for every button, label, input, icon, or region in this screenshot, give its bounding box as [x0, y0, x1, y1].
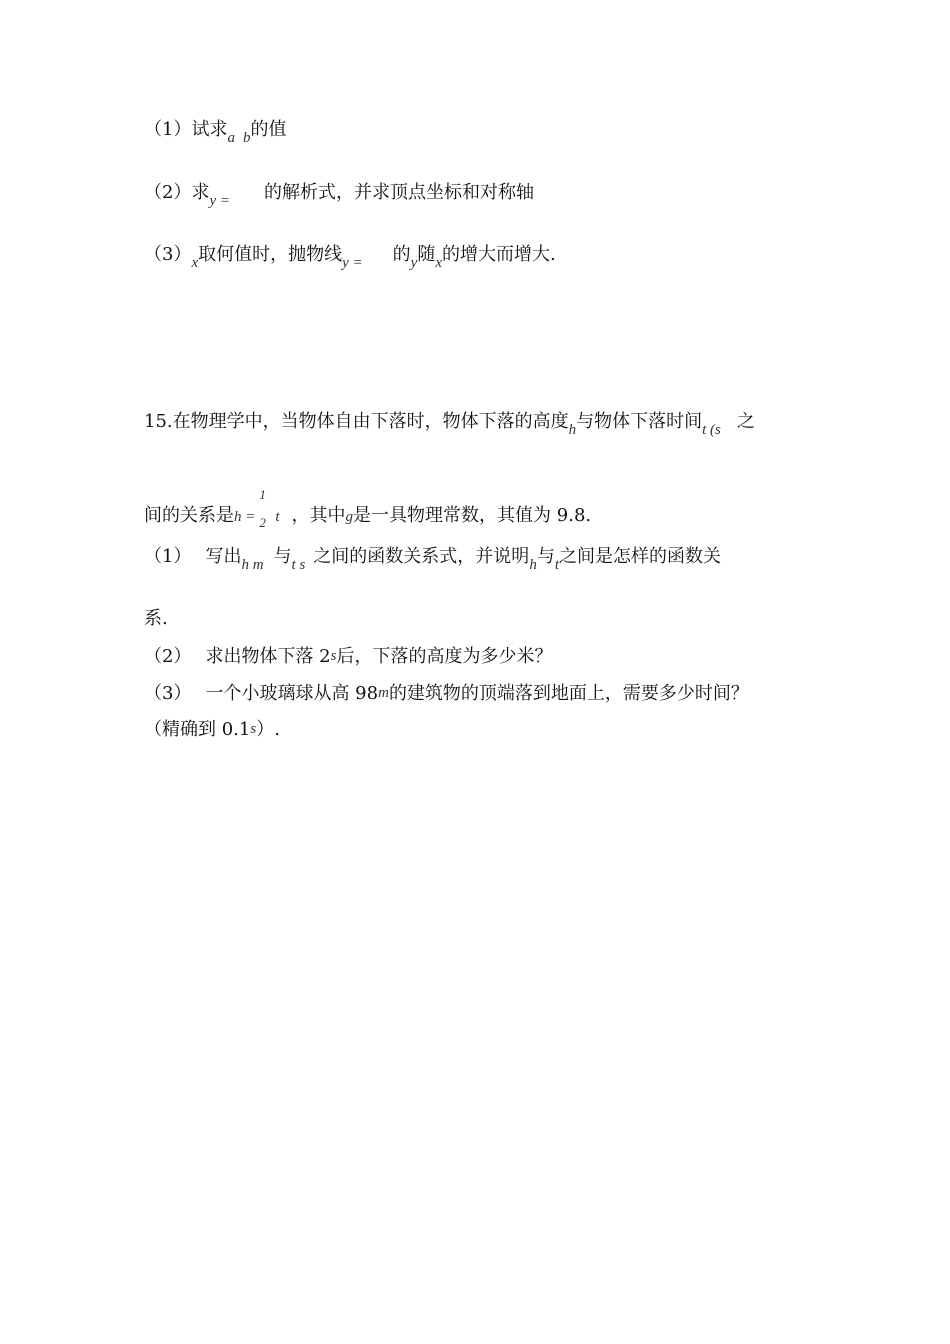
question-3: $(3)_x$取何值时，抛物线$_{y =}$ 的$_y$随$_x$的增大而增大.: [144, 244, 556, 271]
math-m: m: [378, 685, 389, 701]
math-s: s: [330, 648, 337, 664]
math-x: x: [435, 255, 442, 271]
math-y-equals: y =: [342, 255, 363, 271]
problem-15-line-1: 15.在物理学中，当物体自由下落时，物体下落的高度$_h$与物体下落时间$_{t (s}$ 之: [144, 411, 755, 438]
problem-15-line-2: 间的关系是h = 1 2 t ，其中g是一具物理常数，其值为 9.8.: [144, 497, 591, 529]
question-1: （1）试求$_a$ $_b$的值: [144, 119, 287, 146]
question-2: （2）求$_{y =}$ 的解析式，并求顶点坐标和对称轴: [144, 182, 534, 209]
problem-15-subquestion-1: （1） 写出$_{h m}$ 与$_{t s}$ 之间的函数关系式，并说明$_h$与$_t$之间是怎样的函数关: [144, 546, 721, 573]
math-h: h: [568, 422, 577, 438]
math-t-s: t s: [291, 557, 306, 573]
math-s: s: [250, 721, 257, 737]
math-b: b: [242, 130, 251, 146]
math-h: h: [529, 557, 537, 573]
math-x: x: [191, 255, 199, 271]
fraction-numerator: 1: [259, 487, 266, 502]
math-g: g: [345, 509, 354, 525]
problem-15-subquestion-3-precision: （精确到 0.1s）.: [144, 719, 280, 740]
fraction-one-half: [255, 487, 275, 530]
math-t: t: [275, 509, 280, 525]
math-y: y: [410, 255, 418, 271]
math-y-equals: y =: [209, 193, 230, 209]
math-a: a: [227, 130, 235, 146]
problem-15-subquestion-1-continuation: 系.: [144, 608, 168, 629]
problem-15-subquestion-2: （2） 求出物体下落 2s后，下落的高度为多少米？: [144, 646, 553, 667]
math-h-equals: h =: [234, 509, 256, 525]
math-h-m: h m: [241, 557, 264, 573]
problem-15-subquestion-3: （3） 一个小玻璃球从高 98m的建筑物的顶端落到地面上，需要多少时间？: [144, 683, 749, 704]
fraction-denominator: 2: [259, 515, 266, 530]
math-t: t: [554, 557, 559, 573]
math-t-s: t (s: [702, 422, 721, 438]
